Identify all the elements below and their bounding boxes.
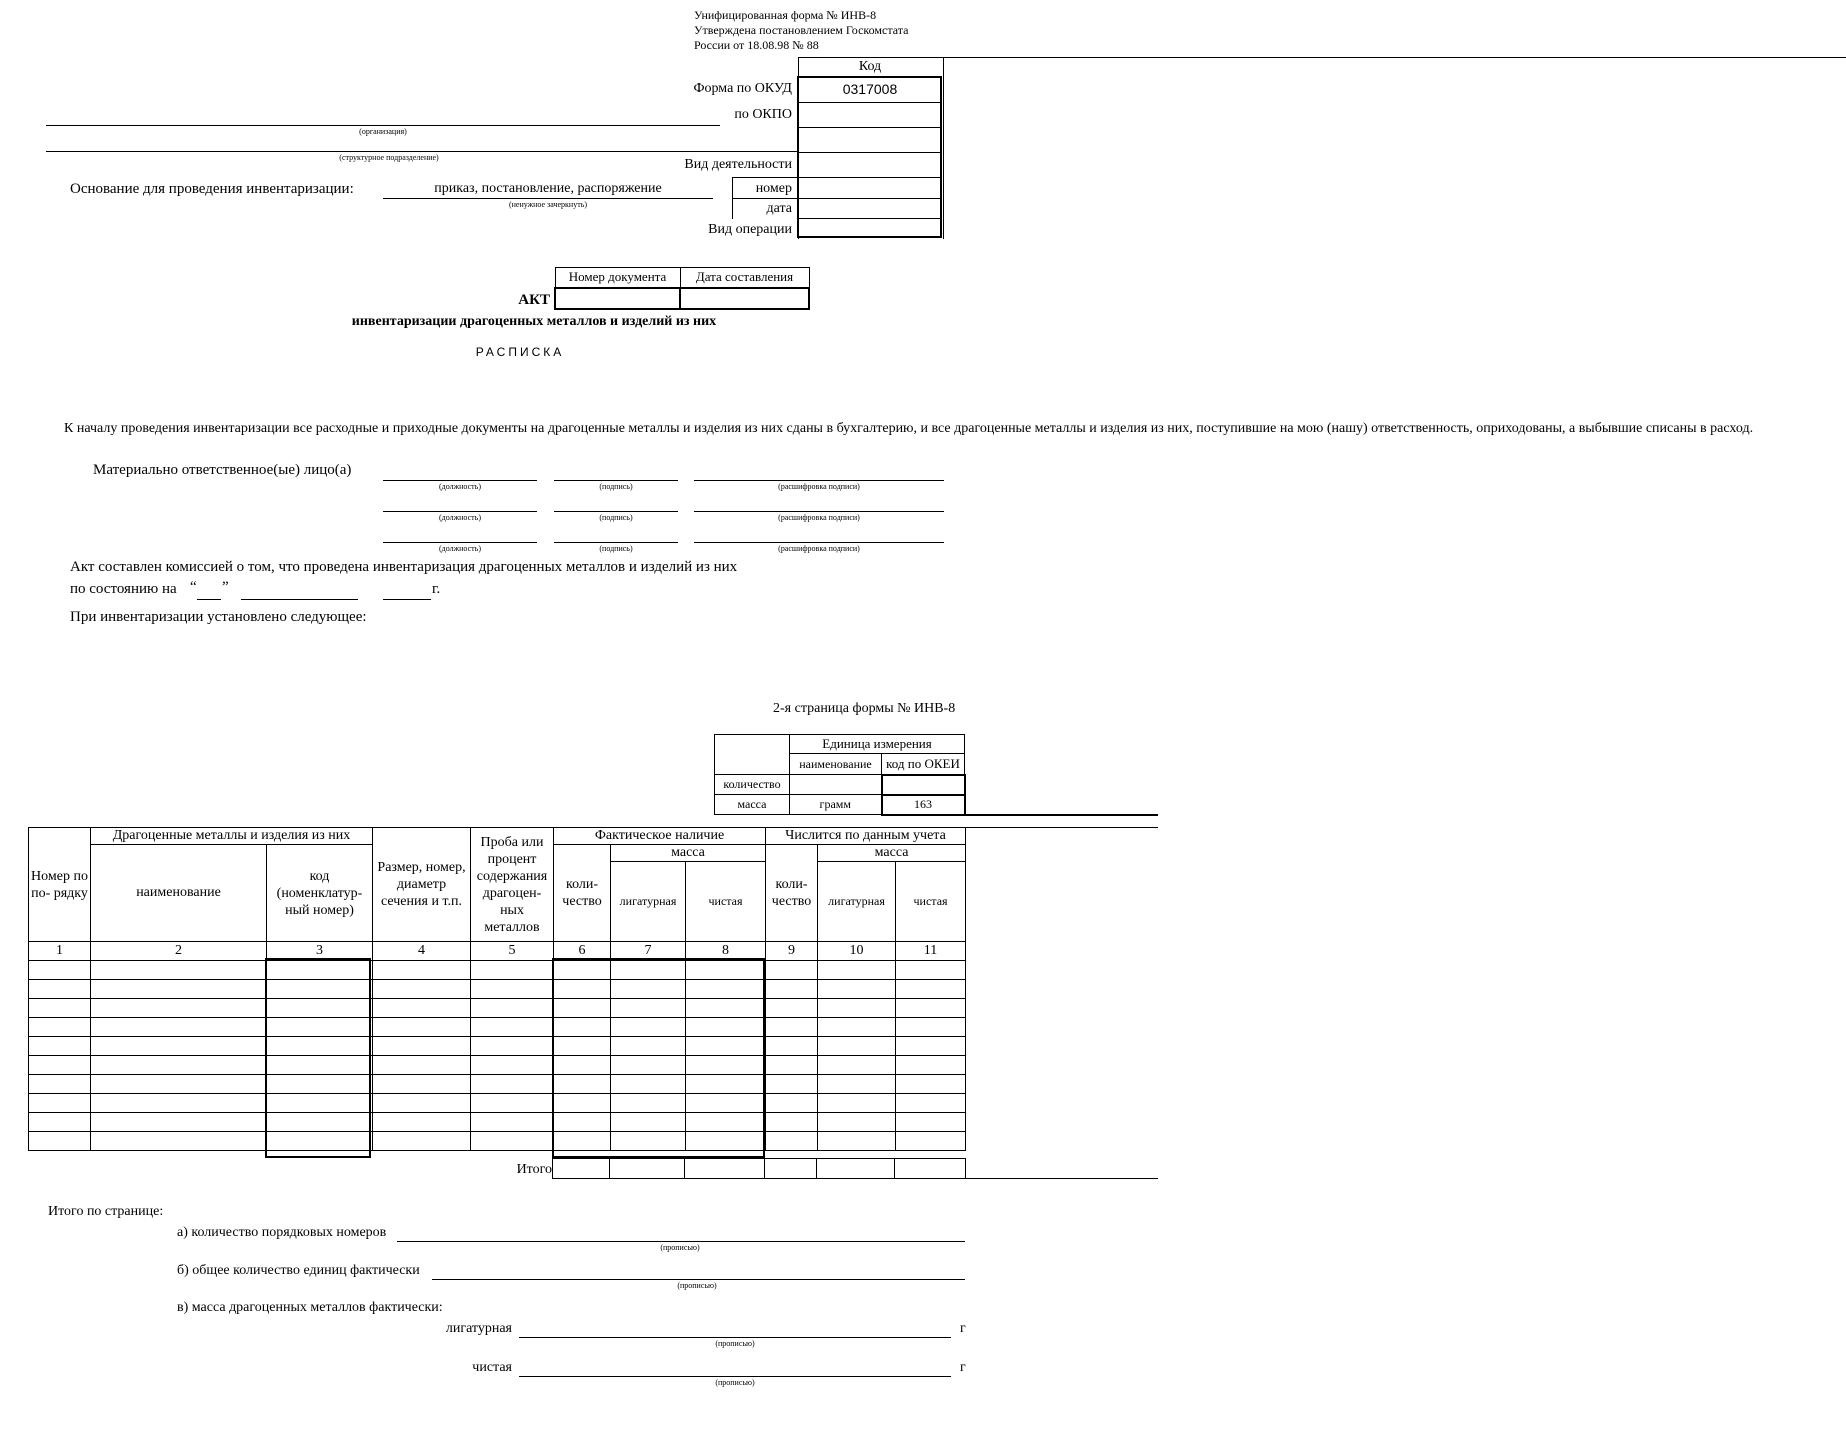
- doc-number-header: Номер документа: [555, 268, 680, 288]
- table-cell[interactable]: [554, 1075, 611, 1094]
- inventory-table: [28, 827, 966, 1151]
- table-cell[interactable]: [896, 1018, 966, 1037]
- table-cell[interactable]: [471, 961, 554, 980]
- table-cell[interactable]: [686, 1094, 766, 1113]
- table-cell[interactable]: [91, 1056, 267, 1075]
- table-cell[interactable]: [267, 1018, 373, 1037]
- table-cell[interactable]: [611, 1056, 686, 1075]
- table-row: [29, 961, 966, 980]
- table-cell[interactable]: [554, 1037, 611, 1056]
- quote-close: ”: [222, 579, 229, 595]
- signature-caption: (подпись): [599, 482, 633, 491]
- position-caption: (должность): [439, 482, 481, 491]
- doc-date-cell[interactable]: [680, 288, 809, 309]
- header-actual-ligature: лигатурная: [611, 862, 686, 942]
- table-cell[interactable]: [267, 980, 373, 999]
- ligature-label: лигатурная: [445, 1321, 512, 1336]
- year-field[interactable]: [383, 599, 431, 600]
- table-cell[interactable]: [373, 961, 471, 980]
- table-cell[interactable]: [29, 961, 91, 980]
- table-cell[interactable]: [611, 1113, 686, 1132]
- table-cell[interactable]: [554, 980, 611, 999]
- table-row: [29, 1018, 966, 1037]
- totals-row: [552, 1158, 966, 1179]
- table-cell[interactable]: [91, 999, 267, 1018]
- header-number: Номер по по- рядку: [29, 828, 91, 942]
- table-cell[interactable]: [373, 1018, 471, 1037]
- organization-line[interactable]: [46, 125, 720, 126]
- table-cell[interactable]: [686, 1075, 766, 1094]
- table-cell[interactable]: [554, 1056, 611, 1075]
- table-cell[interactable]: [766, 961, 818, 980]
- page2-title: 2-я страница формы № ИНВ-8: [773, 701, 956, 716]
- header-accounted-ligature: лигатурная: [818, 862, 896, 942]
- column-number: 10: [818, 942, 896, 961]
- table-cell[interactable]: [29, 1037, 91, 1056]
- table-cell[interactable]: [611, 1037, 686, 1056]
- table-cell[interactable]: [766, 999, 818, 1018]
- table-cell[interactable]: [267, 1113, 373, 1132]
- column-number-row: [29, 942, 966, 961]
- table-cell[interactable]: [373, 1094, 471, 1113]
- table-cell[interactable]: [29, 980, 91, 999]
- responsible-persons-label: Материально ответственное(ые) лицо(а): [93, 462, 352, 478]
- total-accounted-pure[interactable]: [895, 1159, 966, 1179]
- table-cell[interactable]: [29, 1113, 91, 1132]
- column-number: 7: [611, 942, 686, 961]
- column-number: 11: [896, 942, 966, 961]
- table-cell[interactable]: [29, 1056, 91, 1075]
- column-number: 4: [373, 942, 471, 961]
- table-cell[interactable]: [896, 961, 966, 980]
- table-cell[interactable]: [896, 1132, 966, 1151]
- day-field[interactable]: [197, 599, 221, 600]
- table-cell[interactable]: [766, 1075, 818, 1094]
- table-cell[interactable]: [91, 1113, 267, 1132]
- approved-date-label: России от 18.08.98 № 88: [694, 38, 819, 52]
- table-cell[interactable]: [611, 1018, 686, 1037]
- number-label: номер: [755, 181, 792, 196]
- total-actual-ligature[interactable]: [610, 1159, 685, 1179]
- table-cell[interactable]: [373, 999, 471, 1018]
- decoding-caption: (расшифровка подписи): [778, 482, 860, 491]
- table-row: [29, 1094, 966, 1113]
- column-number: 5: [471, 942, 554, 961]
- units-table: [714, 734, 966, 816]
- organization-caption: (организация): [359, 127, 407, 136]
- table-cell[interactable]: [611, 1094, 686, 1113]
- okud-label: Форма по ОКУД: [693, 81, 792, 96]
- column-number: 1: [29, 942, 91, 961]
- table-cell[interactable]: [267, 961, 373, 980]
- doc-number-cell[interactable]: [555, 288, 680, 309]
- table-cell[interactable]: [818, 999, 896, 1018]
- header-probe: Проба или процент содержания драгоцен- ных металлов: [471, 828, 554, 942]
- table-cell[interactable]: [554, 1094, 611, 1113]
- table-cell[interactable]: [554, 1113, 611, 1132]
- table-row: [29, 1132, 966, 1151]
- in-words-caption: (прописью): [715, 1378, 755, 1387]
- signature-caption: (подпись): [599, 513, 633, 522]
- document-title: инвентаризации драгоценных металлов и изделий из них: [351, 314, 717, 329]
- table-row: [29, 980, 966, 999]
- table-cell[interactable]: [267, 1075, 373, 1094]
- mass-okei-cell[interactable]: 163: [882, 795, 965, 815]
- in-words-caption: (прописью): [677, 1281, 717, 1290]
- quote-open: “: [190, 579, 197, 595]
- column-number: 2: [91, 942, 267, 961]
- table-row: [29, 1113, 966, 1132]
- table-cell[interactable]: [818, 980, 896, 999]
- table-cell[interactable]: [29, 1132, 91, 1151]
- total-accounted-qty[interactable]: [765, 1159, 817, 1179]
- table-cell[interactable]: [554, 999, 611, 1018]
- count-numbers-label: а) количество порядковых номеров: [177, 1225, 387, 1240]
- total-units-label: б) общее количество единиц фактически: [177, 1263, 420, 1278]
- table-cell[interactable]: [554, 961, 611, 980]
- table-cell[interactable]: [373, 1075, 471, 1094]
- table-cell[interactable]: [91, 1132, 267, 1151]
- pure-label: чистая: [472, 1360, 512, 1375]
- table-cell[interactable]: [29, 1018, 91, 1037]
- table-cell[interactable]: [766, 1132, 818, 1151]
- table-cell[interactable]: [91, 1018, 267, 1037]
- table-cell[interactable]: [471, 1113, 554, 1132]
- position-caption: (должность): [439, 513, 481, 522]
- header-size: Размер, номер, диаметр сечения и т.п.: [373, 828, 471, 942]
- table-cell[interactable]: [766, 1037, 818, 1056]
- position-caption: (должность): [439, 544, 481, 553]
- table-cell[interactable]: [611, 1075, 686, 1094]
- table-cell[interactable]: [267, 999, 373, 1018]
- total-units-field[interactable]: [432, 1279, 965, 1280]
- document-number-table: [554, 267, 810, 310]
- header-accounted-pure: чистая: [896, 862, 966, 942]
- table-cell[interactable]: [267, 1094, 373, 1113]
- date-label: дата: [766, 201, 792, 216]
- header-metals: Драгоценные металлы и изделия из них: [91, 828, 373, 845]
- table-cell[interactable]: [267, 1037, 373, 1056]
- mass-row-label: масса: [715, 795, 790, 815]
- total-actual-qty[interactable]: [553, 1159, 610, 1179]
- table-cell[interactable]: [373, 1113, 471, 1132]
- table-cell[interactable]: [766, 1056, 818, 1075]
- signature-caption: (подпись): [599, 544, 633, 553]
- table-cell[interactable]: [554, 1018, 611, 1037]
- table-cell[interactable]: [818, 1037, 896, 1056]
- table-cell[interactable]: [611, 1132, 686, 1151]
- table-cell[interactable]: [896, 1075, 966, 1094]
- table-cell[interactable]: [818, 1132, 896, 1151]
- total-accounted-ligature[interactable]: [817, 1159, 895, 1179]
- table-cell[interactable]: [896, 1037, 966, 1056]
- table-cell[interactable]: [471, 1056, 554, 1075]
- header-code: код (номенклатур- ный номер): [267, 845, 373, 942]
- table-cell[interactable]: [896, 980, 966, 999]
- header-accounted: Числится по данным учета: [766, 828, 966, 845]
- table-cell[interactable]: [91, 980, 267, 999]
- table-cell[interactable]: [686, 1113, 766, 1132]
- table-cell[interactable]: [766, 1018, 818, 1037]
- unified-form-label: Унифицированная форма № ИНВ-8: [694, 8, 877, 22]
- table-cell[interactable]: [766, 1094, 818, 1113]
- table-cell[interactable]: [686, 980, 766, 999]
- table-cell[interactable]: [554, 1132, 611, 1151]
- table-cell[interactable]: [766, 1113, 818, 1132]
- table-cell[interactable]: [373, 1037, 471, 1056]
- gram-suffix: г: [960, 1360, 966, 1375]
- mass-unit-cell[interactable]: грамм: [790, 795, 882, 815]
- mass-actual-label: в) масса драгоценных металлов фактически:: [177, 1300, 443, 1315]
- total-label: Итого: [516, 1162, 552, 1177]
- table-cell[interactable]: [818, 1018, 896, 1037]
- header-actual-pure: чистая: [686, 862, 766, 942]
- table-cell[interactable]: [896, 1113, 966, 1132]
- approved-label: Утверждена постановлением Госкомстата: [694, 23, 909, 37]
- table-cell[interactable]: [818, 1094, 896, 1113]
- header-actual: Фактическое наличие: [554, 828, 766, 845]
- table-row: [29, 1075, 966, 1094]
- basis-value[interactable]: приказ, постановление, распоряжение: [434, 181, 662, 196]
- decoding-caption: (расшифровка подписи): [778, 513, 860, 522]
- basis-label: Основание для проведения инвентаризации:: [70, 181, 354, 197]
- table-cell[interactable]: [471, 1018, 554, 1037]
- unit-header: Единица измерения: [790, 735, 965, 754]
- column-number: 9: [766, 942, 818, 961]
- unit-name-header: наименование: [790, 754, 882, 775]
- year-suffix: г.: [432, 581, 441, 597]
- act-line: Акт составлен комиссией о том, что проведена инвентаризация драгоценных металлов и изделий из них: [70, 559, 738, 575]
- header-actual-mass: масса: [611, 845, 766, 862]
- in-words-caption: (прописью): [715, 1339, 755, 1348]
- table-cell[interactable]: [896, 999, 966, 1018]
- table-row: [29, 1037, 966, 1056]
- table-body: [29, 961, 966, 1151]
- in-words-caption: (прописью): [660, 1243, 700, 1252]
- activity-label: Вид деятельности: [684, 157, 792, 172]
- table-cell[interactable]: [611, 961, 686, 980]
- table-cell[interactable]: [471, 980, 554, 999]
- column-number: 6: [554, 942, 611, 961]
- table-row: [29, 999, 966, 1018]
- as-of-label: по состоянию на: [70, 581, 177, 597]
- table-cell[interactable]: [267, 1132, 373, 1151]
- quantity-unit-cell[interactable]: [790, 775, 882, 795]
- operation-label: Вид операции: [708, 222, 792, 237]
- subdivision-line[interactable]: [46, 151, 798, 152]
- quantity-row-label: количество: [715, 775, 790, 795]
- doc-date-header: Дата составления: [680, 268, 809, 288]
- statement-text: К началу проведения инвентаризации все расходные и приходные документы на драгоценные металлы и изделия из них сданы в бухгалтерию, и все драгоценные металлы и изделия из них, поступившие на мою (нашу) ответственность, оприходованы, а выбывшие списаны в расход.: [64, 421, 1754, 436]
- receipt-label: РАСПИСКА: [475, 345, 565, 359]
- subdivision-caption: (структурное подразделение): [339, 153, 439, 162]
- table-cell[interactable]: [373, 1132, 471, 1151]
- table-cell[interactable]: [91, 961, 267, 980]
- table-cell[interactable]: [818, 1113, 896, 1132]
- code-box: [797, 76, 942, 238]
- column-number: 3: [267, 942, 373, 961]
- table-cell[interactable]: [91, 1037, 267, 1056]
- table-cell[interactable]: [471, 1037, 554, 1056]
- quantity-okei-cell[interactable]: [882, 775, 965, 795]
- header-accounted-mass: масса: [818, 845, 966, 862]
- table-cell[interactable]: [686, 1037, 766, 1056]
- table-cell[interactable]: [471, 1132, 554, 1151]
- table-cell[interactable]: [611, 980, 686, 999]
- table-cell[interactable]: [818, 1056, 896, 1075]
- table-cell[interactable]: [373, 1056, 471, 1075]
- pure-field[interactable]: [519, 1376, 951, 1377]
- table-cell[interactable]: [896, 1094, 966, 1113]
- table-cell[interactable]: [818, 1075, 896, 1094]
- table-cell[interactable]: [91, 1094, 267, 1113]
- table-cell[interactable]: [818, 961, 896, 980]
- month-field[interactable]: [241, 599, 358, 600]
- gram-suffix: г: [960, 1321, 966, 1336]
- column-number: 8: [686, 942, 766, 961]
- table-cell[interactable]: [29, 999, 91, 1018]
- header-accounted-qty: коли- чество: [766, 845, 818, 942]
- okei-header: код по ОКЕИ: [882, 754, 965, 775]
- table-cell[interactable]: [896, 1056, 966, 1075]
- table-cell[interactable]: [471, 1075, 554, 1094]
- table-cell[interactable]: [686, 1018, 766, 1037]
- kod-header: Код: [858, 59, 882, 74]
- table-cell[interactable]: [686, 999, 766, 1018]
- table-cell[interactable]: [686, 961, 766, 980]
- table-cell[interactable]: [471, 999, 554, 1018]
- table-cell[interactable]: [267, 1056, 373, 1075]
- ligature-field[interactable]: [519, 1337, 951, 1338]
- table-cell[interactable]: [373, 980, 471, 999]
- count-numbers-field[interactable]: [397, 1241, 965, 1242]
- decoding-caption: (расшифровка подписи): [778, 544, 860, 553]
- established-label: При инвентаризации установлено следующее:: [70, 609, 367, 625]
- basis-caption: (ненужное зачеркнуть): [508, 200, 588, 209]
- total-actual-pure[interactable]: [685, 1159, 765, 1179]
- header-actual-qty: коли- чество: [554, 845, 611, 942]
- table-cell[interactable]: [29, 1094, 91, 1113]
- table-cell[interactable]: [611, 999, 686, 1018]
- table-row: [29, 1056, 966, 1075]
- okud-value[interactable]: 0317008: [842, 81, 898, 97]
- table-cell[interactable]: [766, 980, 818, 999]
- table-cell[interactable]: [471, 1094, 554, 1113]
- page-totals-title: Итого по странице:: [48, 1204, 164, 1219]
- table-cell[interactable]: [686, 1132, 766, 1151]
- table-cell[interactable]: [29, 1075, 91, 1094]
- akt-label: АКТ: [518, 292, 550, 308]
- table-cell[interactable]: [686, 1056, 766, 1075]
- table-cell[interactable]: [91, 1075, 267, 1094]
- header-name: наименование: [91, 845, 267, 942]
- okpo-label: по ОКПО: [734, 107, 792, 122]
